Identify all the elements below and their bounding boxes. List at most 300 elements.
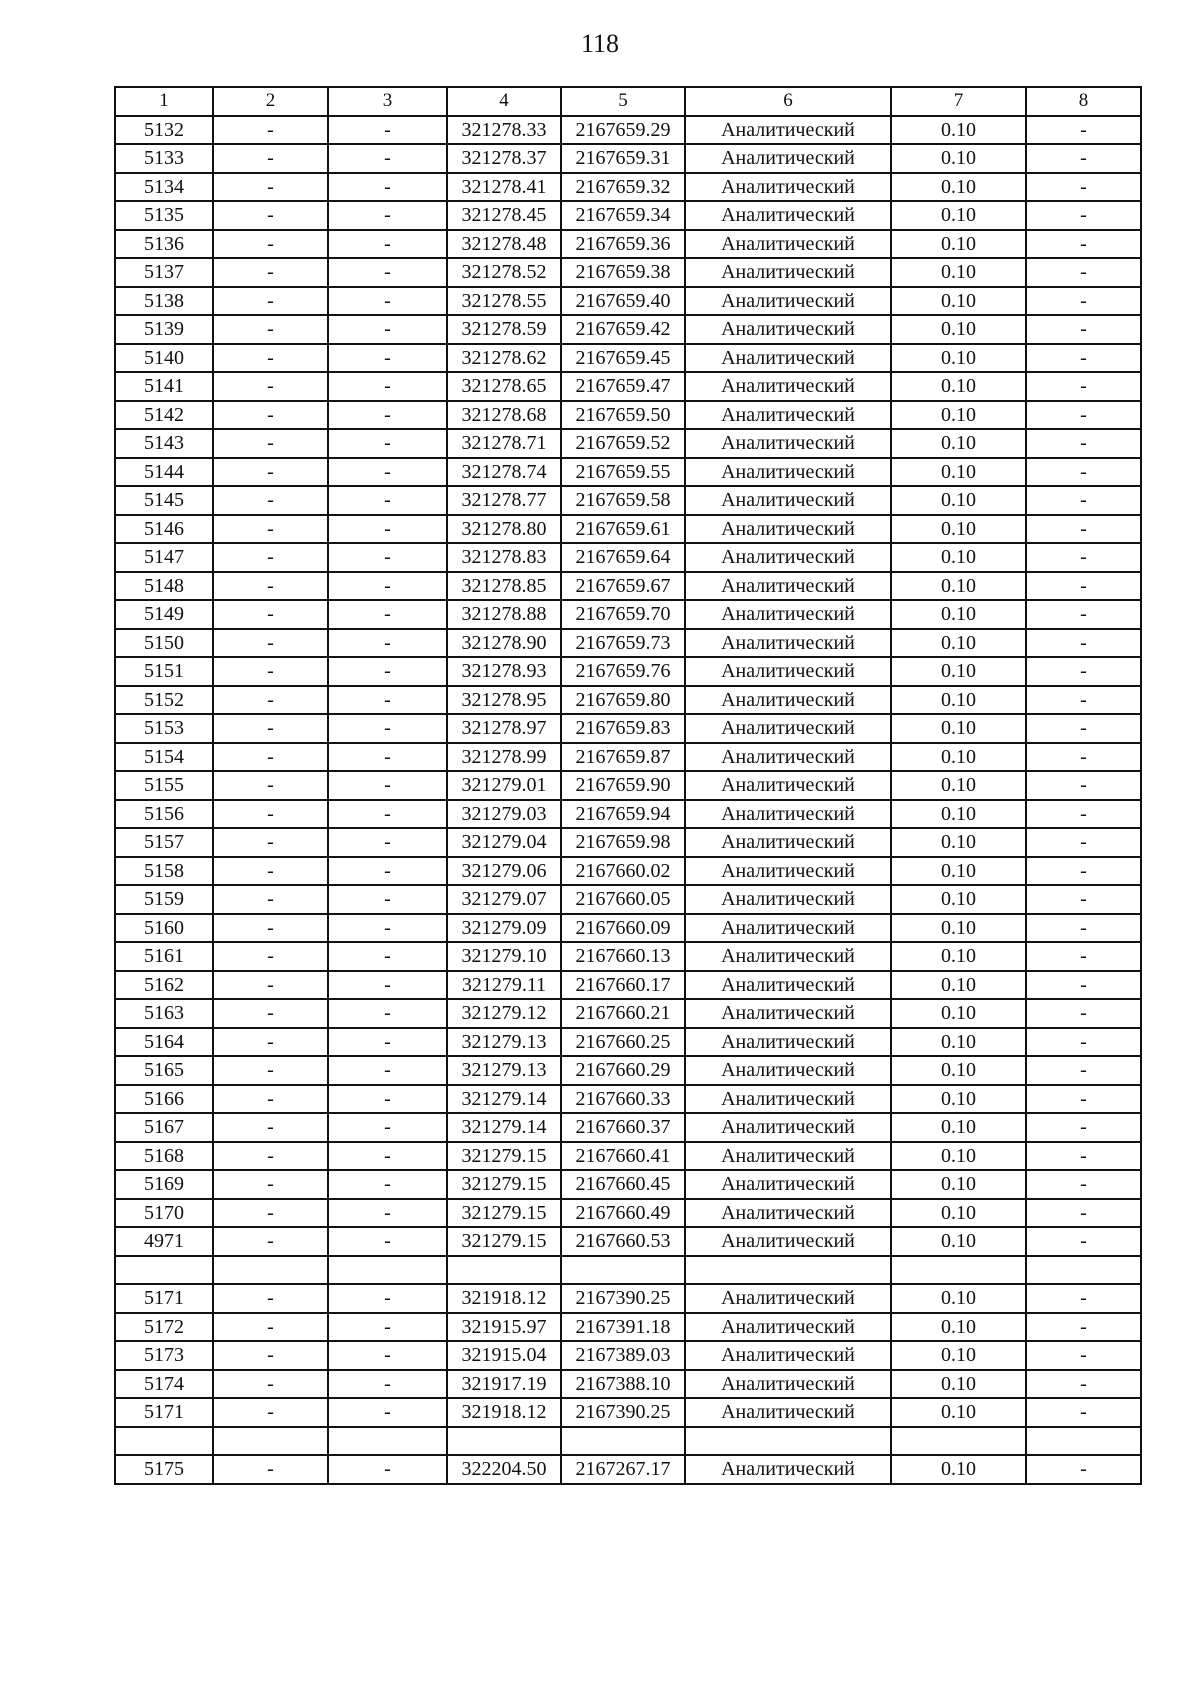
table-row bbox=[115, 857, 1141, 886]
table-row bbox=[115, 258, 1141, 287]
table-row bbox=[115, 486, 1141, 515]
cell-col-2: - bbox=[213, 1455, 328, 1484]
cell-col-2: - bbox=[213, 629, 328, 658]
cell-method: Аналитический bbox=[685, 999, 891, 1028]
cell-col-3: - bbox=[328, 1142, 447, 1171]
table-row bbox=[115, 942, 1141, 971]
cell-col-2: - bbox=[213, 857, 328, 886]
cell-col-8: - bbox=[1026, 287, 1141, 316]
coordinates-table bbox=[114, 86, 1142, 1485]
cell-method: Аналитический bbox=[685, 1056, 891, 1085]
cell-accuracy: 0.10 bbox=[891, 1142, 1026, 1171]
cell-x-coordinate: 321278.85 bbox=[447, 572, 561, 601]
cell-col-8: - bbox=[1026, 1028, 1141, 1057]
cell-col-3: - bbox=[328, 942, 447, 971]
cell-col-8: - bbox=[1026, 173, 1141, 202]
cell-method: Аналитический bbox=[685, 657, 891, 686]
cell-method: Аналитический bbox=[685, 1142, 891, 1171]
cell-col-2: - bbox=[213, 515, 328, 544]
cell-point-number: 5166 bbox=[115, 1085, 213, 1114]
cell-x-coordinate: 321279.10 bbox=[447, 942, 561, 971]
cell-col-2: - bbox=[213, 201, 328, 230]
cell-x-coordinate: 321278.37 bbox=[447, 144, 561, 173]
cell-col-8 bbox=[1026, 1427, 1141, 1456]
table-header-row bbox=[115, 87, 1141, 116]
cell-y-coordinate: 2167659.67 bbox=[561, 572, 685, 601]
cell-col-2: - bbox=[213, 1170, 328, 1199]
cell-method: Аналитический bbox=[685, 315, 891, 344]
cell-x-coordinate: 321278.55 bbox=[447, 287, 561, 316]
cell-col-2: - bbox=[213, 116, 328, 145]
cell-y-coordinate: 2167660.13 bbox=[561, 942, 685, 971]
cell-col-3: - bbox=[328, 429, 447, 458]
cell-col-8: - bbox=[1026, 771, 1141, 800]
cell-col-2: - bbox=[213, 1085, 328, 1114]
cell-col-8: - bbox=[1026, 429, 1141, 458]
cell-accuracy: 0.10 bbox=[891, 600, 1026, 629]
cell-accuracy: 0.10 bbox=[891, 429, 1026, 458]
table-row bbox=[115, 1170, 1141, 1199]
cell-y-coordinate: 2167659.98 bbox=[561, 828, 685, 857]
cell-y-coordinate: 2167659.55 bbox=[561, 458, 685, 487]
cell-method: Аналитический bbox=[685, 743, 891, 772]
cell-col-8: - bbox=[1026, 572, 1141, 601]
cell-method: Аналитический bbox=[685, 1313, 891, 1342]
cell-x-coordinate: 321278.45 bbox=[447, 201, 561, 230]
table-row bbox=[115, 1341, 1141, 1370]
cell-y-coordinate bbox=[561, 1256, 685, 1285]
cell-col-3: - bbox=[328, 1170, 447, 1199]
cell-x-coordinate: 321279.03 bbox=[447, 800, 561, 829]
cell-col-2: - bbox=[213, 600, 328, 629]
cell-col-2: - bbox=[213, 1370, 328, 1399]
cell-accuracy: 0.10 bbox=[891, 258, 1026, 287]
cell-method: Аналитический bbox=[685, 344, 891, 373]
cell-y-coordinate: 2167660.45 bbox=[561, 1170, 685, 1199]
cell-x-coordinate: 321278.74 bbox=[447, 458, 561, 487]
cell-col-3: - bbox=[328, 372, 447, 401]
cell-point-number: 5143 bbox=[115, 429, 213, 458]
cell-point-number: 5165 bbox=[115, 1056, 213, 1085]
cell-accuracy: 0.10 bbox=[891, 144, 1026, 173]
table-row bbox=[115, 372, 1141, 401]
cell-y-coordinate: 2167659.76 bbox=[561, 657, 685, 686]
cell-col-3: - bbox=[328, 971, 447, 1000]
cell-col-3: - bbox=[328, 885, 447, 914]
cell-col-3: - bbox=[328, 201, 447, 230]
cell-y-coordinate: 2167659.90 bbox=[561, 771, 685, 800]
cell-col-2: - bbox=[213, 1199, 328, 1228]
cell-col-8: - bbox=[1026, 1398, 1141, 1427]
cell-accuracy: 0.10 bbox=[891, 173, 1026, 202]
cell-col-8: - bbox=[1026, 543, 1141, 572]
table-row bbox=[115, 1056, 1141, 1085]
cell-y-coordinate: 2167659.32 bbox=[561, 173, 685, 202]
cell-col-2 bbox=[213, 1256, 328, 1285]
cell-x-coordinate: 321278.88 bbox=[447, 600, 561, 629]
cell-col-2: - bbox=[213, 1284, 328, 1313]
cell-col-8: - bbox=[1026, 116, 1141, 145]
column-header-1: 1 bbox=[115, 87, 213, 116]
cell-method: Аналитический bbox=[685, 600, 891, 629]
cell-y-coordinate: 2167659.87 bbox=[561, 743, 685, 772]
cell-x-coordinate: 321279.15 bbox=[447, 1227, 561, 1256]
cell-method: Аналитический bbox=[685, 1199, 891, 1228]
cell-col-8: - bbox=[1026, 1113, 1141, 1142]
cell-col-8: - bbox=[1026, 344, 1141, 373]
cell-point-number: 5174 bbox=[115, 1370, 213, 1399]
cell-point-number: 5145 bbox=[115, 486, 213, 515]
cell-accuracy: 0.10 bbox=[891, 1028, 1026, 1057]
cell-x-coordinate: 321279.15 bbox=[447, 1142, 561, 1171]
cell-accuracy: 0.10 bbox=[891, 1398, 1026, 1427]
cell-col-2: - bbox=[213, 344, 328, 373]
cell-col-2: - bbox=[213, 885, 328, 914]
cell-col-3: - bbox=[328, 116, 447, 145]
cell-x-coordinate: 321279.15 bbox=[447, 1170, 561, 1199]
cell-accuracy: 0.10 bbox=[891, 629, 1026, 658]
cell-point-number: 5171 bbox=[115, 1284, 213, 1313]
cell-method: Аналитический bbox=[685, 1028, 891, 1057]
cell-accuracy: 0.10 bbox=[891, 857, 1026, 886]
table-row bbox=[115, 1113, 1141, 1142]
cell-col-3: - bbox=[328, 572, 447, 601]
table-row bbox=[115, 1085, 1141, 1114]
cell-accuracy: 0.10 bbox=[891, 344, 1026, 373]
cell-col-8: - bbox=[1026, 258, 1141, 287]
cell-accuracy: 0.10 bbox=[891, 572, 1026, 601]
cell-point-number: 5135 bbox=[115, 201, 213, 230]
cell-method: Аналитический bbox=[685, 515, 891, 544]
cell-accuracy bbox=[891, 1427, 1026, 1456]
cell-col-8: - bbox=[1026, 828, 1141, 857]
cell-col-3: - bbox=[328, 1028, 447, 1057]
cell-accuracy: 0.10 bbox=[891, 230, 1026, 259]
cell-point-number bbox=[115, 1427, 213, 1456]
cell-col-8: - bbox=[1026, 800, 1141, 829]
cell-x-coordinate: 321278.83 bbox=[447, 543, 561, 572]
cell-method: Аналитический bbox=[685, 629, 891, 658]
cell-col-3: - bbox=[328, 800, 447, 829]
cell-y-coordinate: 2167659.29 bbox=[561, 116, 685, 145]
cell-accuracy: 0.10 bbox=[891, 1113, 1026, 1142]
cell-method: Аналитический bbox=[685, 828, 891, 857]
cell-point-number: 5161 bbox=[115, 942, 213, 971]
cell-point-number: 5164 bbox=[115, 1028, 213, 1057]
cell-point-number: 5154 bbox=[115, 743, 213, 772]
cell-point-number: 5137 bbox=[115, 258, 213, 287]
table-row bbox=[115, 144, 1141, 173]
cell-method: Аналитический bbox=[685, 914, 891, 943]
table-row bbox=[115, 1028, 1141, 1057]
cell-y-coordinate: 2167659.70 bbox=[561, 600, 685, 629]
cell-col-8: - bbox=[1026, 201, 1141, 230]
cell-col-8: - bbox=[1026, 1142, 1141, 1171]
cell-accuracy: 0.10 bbox=[891, 1370, 1026, 1399]
table-row bbox=[115, 771, 1141, 800]
cell-col-8: - bbox=[1026, 1199, 1141, 1228]
cell-accuracy: 0.10 bbox=[891, 515, 1026, 544]
cell-y-coordinate: 2167660.41 bbox=[561, 1142, 685, 1171]
cell-x-coordinate: 322204.50 bbox=[447, 1455, 561, 1484]
cell-col-3: - bbox=[328, 771, 447, 800]
table-body bbox=[115, 87, 1141, 1484]
cell-x-coordinate: 321279.09 bbox=[447, 914, 561, 943]
cell-method: Аналитический bbox=[685, 714, 891, 743]
cell-col-2: - bbox=[213, 800, 328, 829]
table-row bbox=[115, 201, 1141, 230]
cell-col-3: - bbox=[328, 287, 447, 316]
cell-accuracy: 0.10 bbox=[891, 458, 1026, 487]
cell-accuracy: 0.10 bbox=[891, 914, 1026, 943]
cell-col-3: - bbox=[328, 1085, 447, 1114]
cell-point-number: 5147 bbox=[115, 543, 213, 572]
cell-x-coordinate: 321279.15 bbox=[447, 1199, 561, 1228]
cell-col-3: - bbox=[328, 1113, 447, 1142]
cell-method: Аналитический bbox=[685, 401, 891, 430]
cell-accuracy: 0.10 bbox=[891, 287, 1026, 316]
cell-col-3: - bbox=[328, 857, 447, 886]
cell-accuracy: 0.10 bbox=[891, 714, 1026, 743]
cell-y-coordinate: 2167659.94 bbox=[561, 800, 685, 829]
cell-point-number: 5169 bbox=[115, 1170, 213, 1199]
cell-col-8: - bbox=[1026, 1341, 1141, 1370]
cell-col-2: - bbox=[213, 543, 328, 572]
cell-y-coordinate: 2167660.21 bbox=[561, 999, 685, 1028]
cell-method: Аналитический bbox=[685, 1284, 891, 1313]
table-row bbox=[115, 1398, 1141, 1427]
cell-col-2: - bbox=[213, 1398, 328, 1427]
cell-x-coordinate: 321918.12 bbox=[447, 1398, 561, 1427]
cell-method: Аналитический bbox=[685, 372, 891, 401]
cell-x-coordinate: 321279.14 bbox=[447, 1113, 561, 1142]
cell-col-3: - bbox=[328, 686, 447, 715]
cell-point-number: 5153 bbox=[115, 714, 213, 743]
cell-point-number: 5139 bbox=[115, 315, 213, 344]
cell-x-coordinate: 321917.19 bbox=[447, 1370, 561, 1399]
cell-point-number: 5171 bbox=[115, 1398, 213, 1427]
cell-x-coordinate: 321279.01 bbox=[447, 771, 561, 800]
cell-y-coordinate: 2167660.29 bbox=[561, 1056, 685, 1085]
table-row bbox=[115, 999, 1141, 1028]
cell-x-coordinate: 321279.07 bbox=[447, 885, 561, 914]
column-header-7: 7 bbox=[891, 87, 1026, 116]
cell-col-2: - bbox=[213, 828, 328, 857]
cell-method: Аналитический bbox=[685, 1370, 891, 1399]
cell-col-2: - bbox=[213, 1113, 328, 1142]
cell-accuracy: 0.10 bbox=[891, 543, 1026, 572]
cell-method: Аналитический bbox=[685, 885, 891, 914]
cell-y-coordinate: 2167659.64 bbox=[561, 543, 685, 572]
table-row bbox=[115, 971, 1141, 1000]
table-row bbox=[115, 914, 1141, 943]
cell-method: Аналитический bbox=[685, 458, 891, 487]
cell-x-coordinate: 321278.97 bbox=[447, 714, 561, 743]
cell-col-3: - bbox=[328, 714, 447, 743]
cell-y-coordinate: 2167659.45 bbox=[561, 344, 685, 373]
cell-method: Аналитический bbox=[685, 942, 891, 971]
cell-col-8: - bbox=[1026, 515, 1141, 544]
cell-col-2: - bbox=[213, 999, 328, 1028]
cell-point-number: 5170 bbox=[115, 1199, 213, 1228]
cell-col-2: - bbox=[213, 686, 328, 715]
cell-col-8: - bbox=[1026, 971, 1141, 1000]
cell-point-number: 5168 bbox=[115, 1142, 213, 1171]
cell-method: Аналитический bbox=[685, 771, 891, 800]
cell-point-number bbox=[115, 1256, 213, 1285]
table-row bbox=[115, 572, 1141, 601]
cell-point-number: 5148 bbox=[115, 572, 213, 601]
cell-col-3: - bbox=[328, 1313, 447, 1342]
cell-col-3: - bbox=[328, 315, 447, 344]
cell-point-number: 5152 bbox=[115, 686, 213, 715]
cell-col-3: - bbox=[328, 600, 447, 629]
cell-col-2: - bbox=[213, 572, 328, 601]
cell-col-2: - bbox=[213, 486, 328, 515]
cell-x-coordinate: 321279.11 bbox=[447, 971, 561, 1000]
cell-point-number: 5132 bbox=[115, 116, 213, 145]
cell-accuracy: 0.10 bbox=[891, 1170, 1026, 1199]
cell-accuracy: 0.10 bbox=[891, 1341, 1026, 1370]
cell-method: Аналитический bbox=[685, 1085, 891, 1114]
cell-col-8: - bbox=[1026, 686, 1141, 715]
cell-x-coordinate: 321278.33 bbox=[447, 116, 561, 145]
cell-col-3: - bbox=[328, 230, 447, 259]
cell-x-coordinate: 321278.93 bbox=[447, 657, 561, 686]
cell-col-8: - bbox=[1026, 1085, 1141, 1114]
cell-col-8: - bbox=[1026, 1056, 1141, 1085]
cell-col-8: - bbox=[1026, 885, 1141, 914]
cell-x-coordinate: 321278.80 bbox=[447, 515, 561, 544]
cell-point-number: 5157 bbox=[115, 828, 213, 857]
cell-col-2: - bbox=[213, 743, 328, 772]
cell-method: Аналитический bbox=[685, 971, 891, 1000]
table-row bbox=[115, 315, 1141, 344]
cell-x-coordinate: 321279.13 bbox=[447, 1028, 561, 1057]
cell-col-2: - bbox=[213, 258, 328, 287]
cell-x-coordinate: 321278.48 bbox=[447, 230, 561, 259]
cell-col-8: - bbox=[1026, 401, 1141, 430]
cell-accuracy: 0.10 bbox=[891, 201, 1026, 230]
cell-col-8: - bbox=[1026, 1313, 1141, 1342]
table-row bbox=[115, 344, 1141, 373]
cell-col-3: - bbox=[328, 828, 447, 857]
cell-point-number: 5149 bbox=[115, 600, 213, 629]
cell-x-coordinate: 321278.59 bbox=[447, 315, 561, 344]
cell-col-2: - bbox=[213, 1056, 328, 1085]
table-row bbox=[115, 828, 1141, 857]
cell-x-coordinate: 321915.04 bbox=[447, 1341, 561, 1370]
cell-method: Аналитический bbox=[685, 543, 891, 572]
cell-method: Аналитический bbox=[685, 287, 891, 316]
cell-point-number: 5159 bbox=[115, 885, 213, 914]
cell-y-coordinate: 2167660.53 bbox=[561, 1227, 685, 1256]
cell-method: Аналитический bbox=[685, 173, 891, 202]
table-row bbox=[115, 743, 1141, 772]
cell-point-number: 5133 bbox=[115, 144, 213, 173]
cell-col-2: - bbox=[213, 942, 328, 971]
cell-col-8: - bbox=[1026, 999, 1141, 1028]
cell-point-number: 5140 bbox=[115, 344, 213, 373]
cell-point-number: 5172 bbox=[115, 1313, 213, 1342]
cell-col-2: - bbox=[213, 1341, 328, 1370]
cell-x-coordinate: 321278.68 bbox=[447, 401, 561, 430]
cell-point-number: 5167 bbox=[115, 1113, 213, 1142]
cell-y-coordinate: 2167659.36 bbox=[561, 230, 685, 259]
cell-method: Аналитический bbox=[685, 800, 891, 829]
cell-y-coordinate: 2167659.38 bbox=[561, 258, 685, 287]
cell-col-3: - bbox=[328, 543, 447, 572]
cell-col-8: - bbox=[1026, 629, 1141, 658]
cell-col-3: - bbox=[328, 173, 447, 202]
cell-point-number: 5160 bbox=[115, 914, 213, 943]
cell-col-3: - bbox=[328, 1199, 447, 1228]
cell-y-coordinate: 2167659.50 bbox=[561, 401, 685, 430]
cell-x-coordinate: 321279.06 bbox=[447, 857, 561, 886]
cell-col-3: - bbox=[328, 743, 447, 772]
table-row bbox=[115, 230, 1141, 259]
cell-col-8: - bbox=[1026, 1370, 1141, 1399]
cell-point-number: 5162 bbox=[115, 971, 213, 1000]
table-row bbox=[115, 1284, 1141, 1313]
cell-x-coordinate: 321278.77 bbox=[447, 486, 561, 515]
cell-x-coordinate: 321279.12 bbox=[447, 999, 561, 1028]
table-row bbox=[115, 629, 1141, 658]
cell-y-coordinate: 2167660.33 bbox=[561, 1085, 685, 1114]
cell-x-coordinate: 321279.14 bbox=[447, 1085, 561, 1114]
cell-col-2: - bbox=[213, 230, 328, 259]
cell-accuracy: 0.10 bbox=[891, 401, 1026, 430]
cell-col-2: - bbox=[213, 1313, 328, 1342]
table-row bbox=[115, 800, 1141, 829]
cell-x-coordinate: 321278.99 bbox=[447, 743, 561, 772]
cell-accuracy bbox=[891, 1256, 1026, 1285]
cell-col-8: - bbox=[1026, 1284, 1141, 1313]
cell-point-number: 5175 bbox=[115, 1455, 213, 1484]
cell-y-coordinate: 2167659.58 bbox=[561, 486, 685, 515]
cell-accuracy: 0.10 bbox=[891, 999, 1026, 1028]
cell-y-coordinate: 2167660.09 bbox=[561, 914, 685, 943]
cell-method: Аналитический bbox=[685, 572, 891, 601]
page-number: 118 bbox=[580, 29, 620, 58]
cell-method bbox=[685, 1427, 891, 1456]
cell-col-3: - bbox=[328, 914, 447, 943]
cell-accuracy: 0.10 bbox=[891, 1313, 1026, 1342]
column-header-3: 3 bbox=[328, 87, 447, 116]
cell-y-coordinate: 2167659.61 bbox=[561, 515, 685, 544]
cell-method: Аналитический bbox=[685, 116, 891, 145]
cell-col-3: - bbox=[328, 401, 447, 430]
cell-accuracy: 0.10 bbox=[891, 486, 1026, 515]
cell-col-2: - bbox=[213, 401, 328, 430]
cell-x-coordinate: 321278.71 bbox=[447, 429, 561, 458]
cell-point-number: 5141 bbox=[115, 372, 213, 401]
table-row bbox=[115, 686, 1141, 715]
cell-col-3: - bbox=[328, 1370, 447, 1399]
table-row bbox=[115, 543, 1141, 572]
cell-x-coordinate: 321278.62 bbox=[447, 344, 561, 373]
table-row bbox=[115, 657, 1141, 686]
cell-col-2: - bbox=[213, 714, 328, 743]
cell-col-2: - bbox=[213, 144, 328, 173]
cell-y-coordinate: 2167659.73 bbox=[561, 629, 685, 658]
cell-point-number: 4971 bbox=[115, 1227, 213, 1256]
cell-y-coordinate: 2167660.37 bbox=[561, 1113, 685, 1142]
cell-method: Аналитический bbox=[685, 1455, 891, 1484]
cell-accuracy: 0.10 bbox=[891, 885, 1026, 914]
table-row bbox=[115, 1256, 1141, 1285]
cell-col-2: - bbox=[213, 458, 328, 487]
